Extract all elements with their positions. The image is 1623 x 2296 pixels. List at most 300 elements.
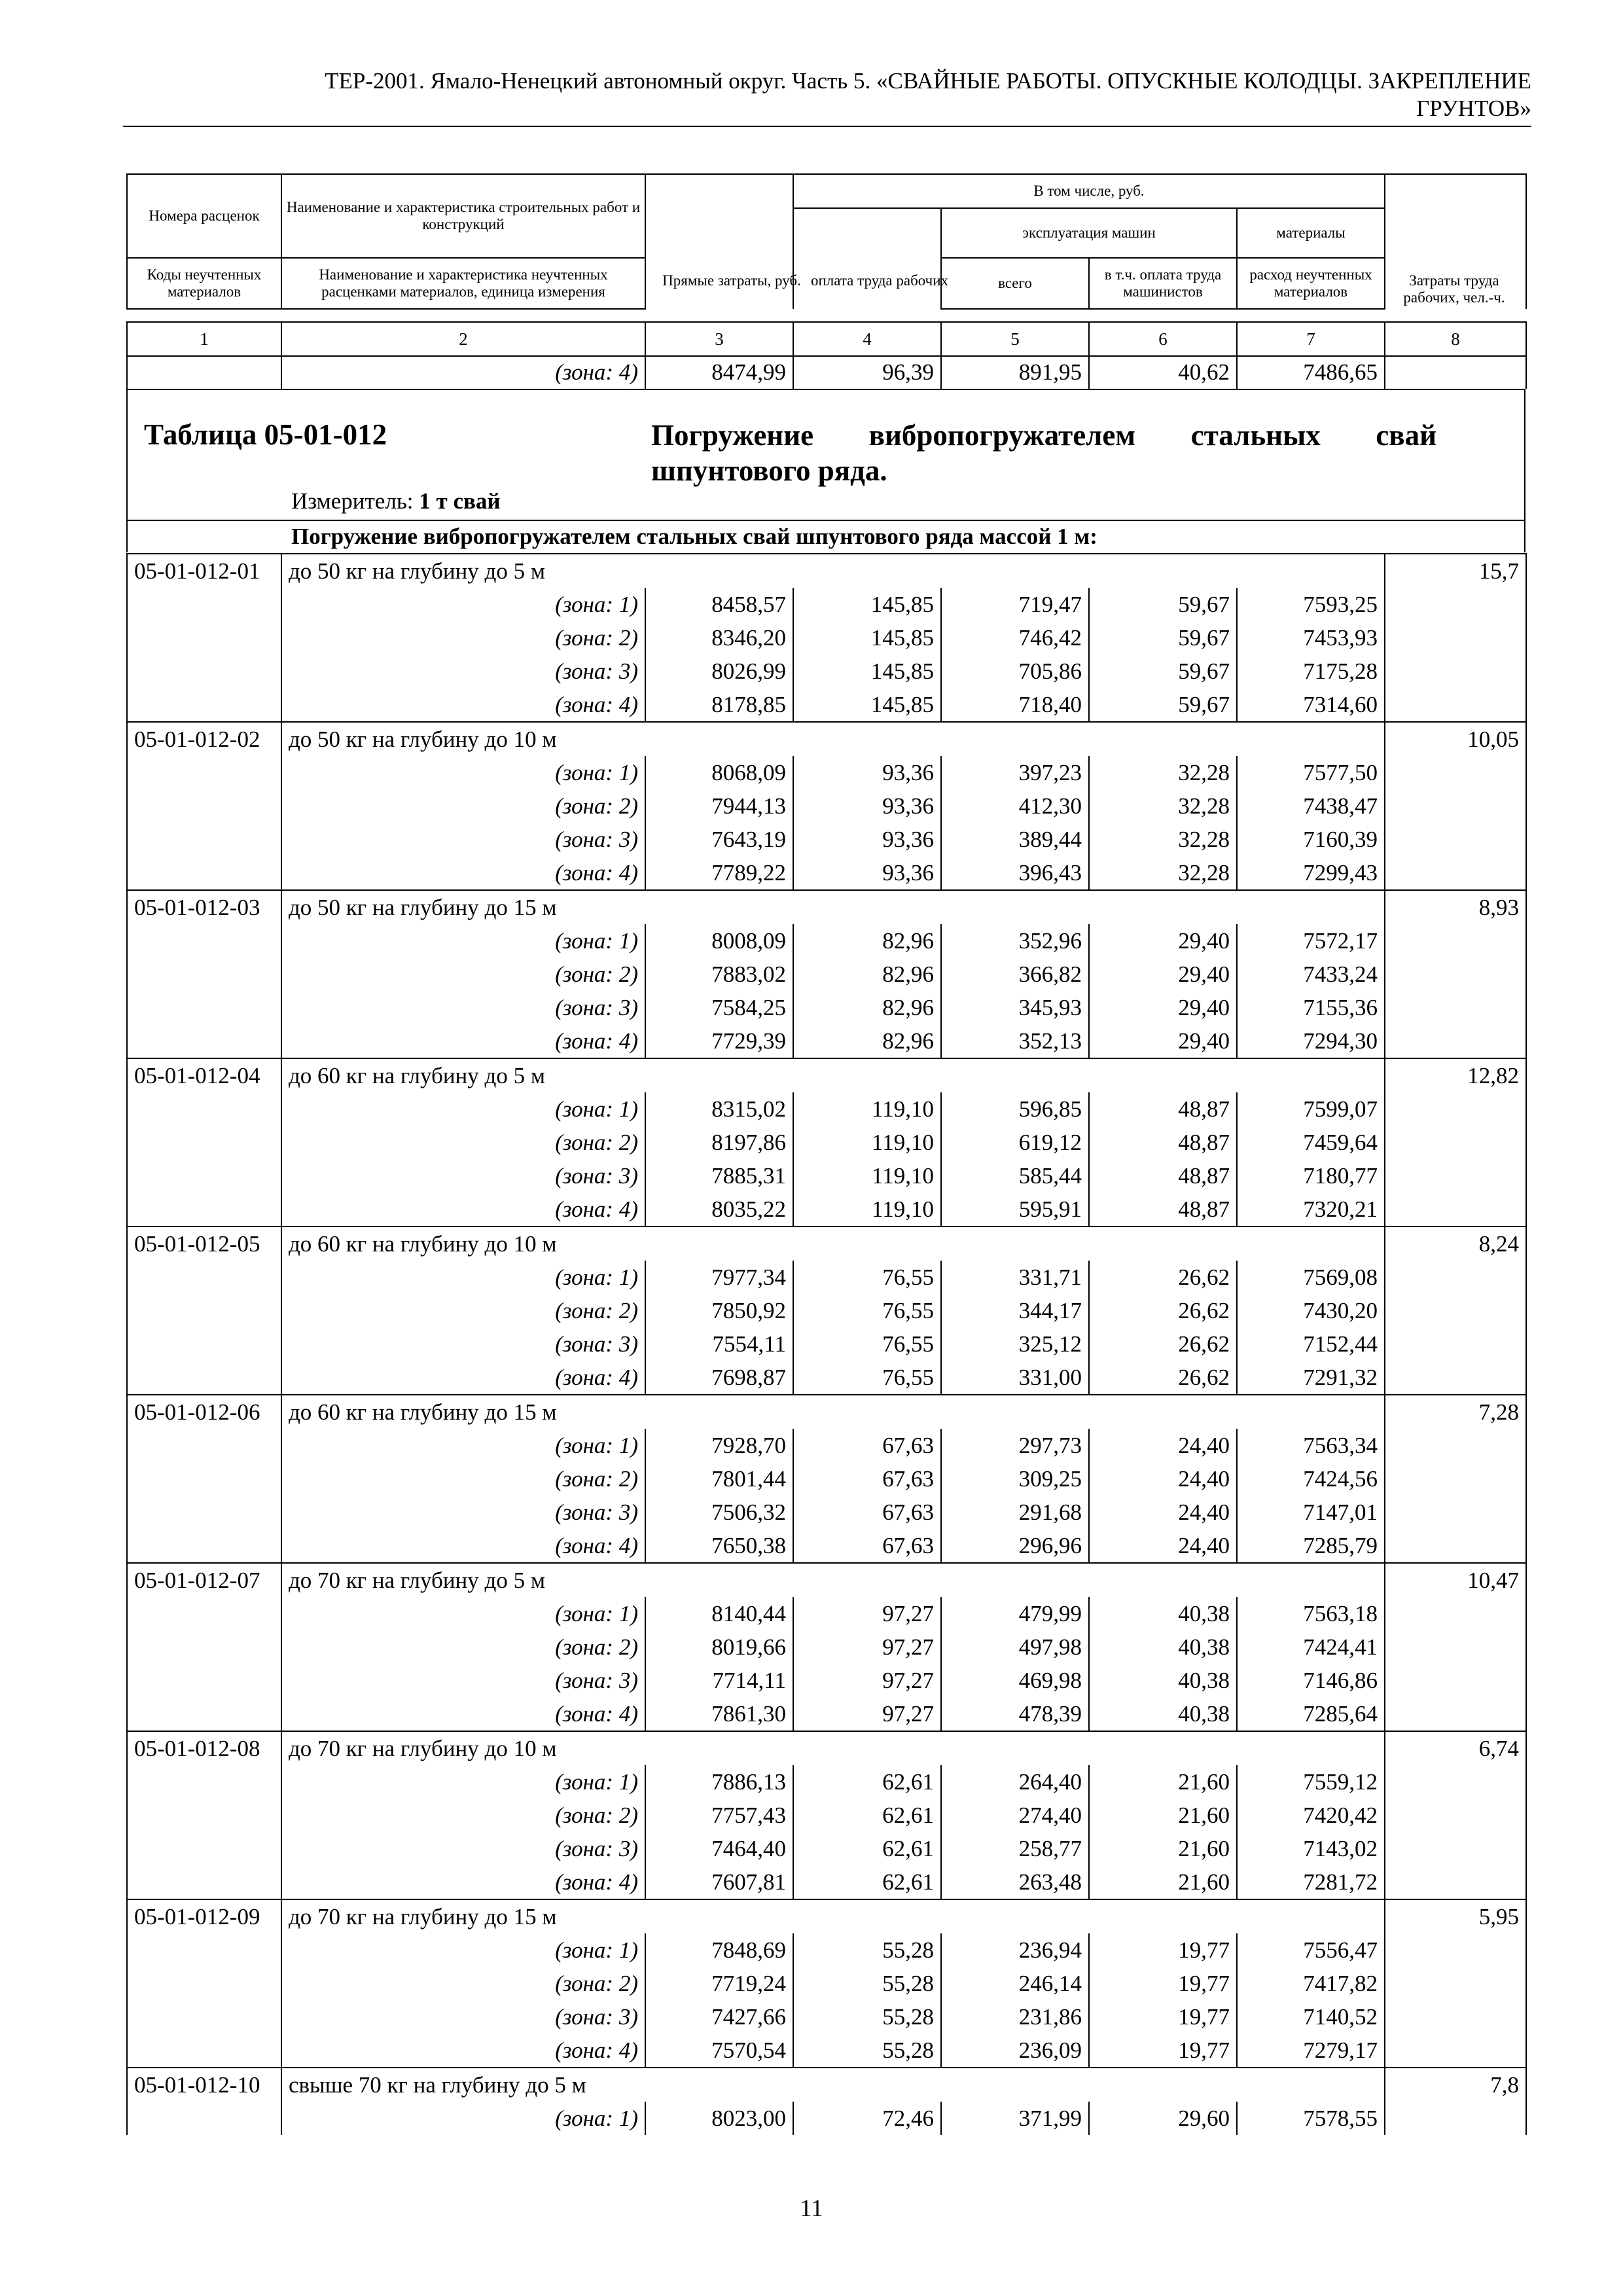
cell-operator-pay: 24,40 bbox=[1089, 1496, 1237, 1529]
zone-label: (зона: 1) bbox=[281, 1597, 645, 1630]
cell-labor bbox=[1385, 688, 1526, 722]
cell-direct-cost: 8023,00 bbox=[645, 2102, 793, 2135]
cell-materials: 7559,12 bbox=[1237, 1765, 1385, 1799]
zone-label: (зона: 2) bbox=[281, 1462, 645, 1496]
cell-machines-total: 619,12 bbox=[941, 1126, 1089, 1159]
col-2-head: Наименование и характеристика строительных работ и конструкций bbox=[281, 174, 645, 258]
rate-labor: 8,24 bbox=[1385, 1227, 1526, 1261]
cell-materials: 7299,43 bbox=[1237, 856, 1385, 890]
cell-labor bbox=[1385, 588, 1526, 621]
cell-labor bbox=[1385, 1799, 1526, 1832]
rate-labor: 12,82 bbox=[1385, 1058, 1526, 1092]
zone-row bbox=[127, 1193, 1526, 1227]
rate-group-header bbox=[127, 1731, 1526, 1765]
cell-worker-pay: 55,28 bbox=[793, 1967, 941, 2000]
cell-materials: 7453,93 bbox=[1237, 621, 1385, 655]
running-header bbox=[196, 67, 1531, 122]
rate-group-header bbox=[127, 722, 1526, 756]
cell-machines-total: 264,40 bbox=[941, 1765, 1089, 1799]
cell-materials: 7420,42 bbox=[1237, 1799, 1385, 1832]
zone-label: (зона: 1) bbox=[281, 1261, 645, 1294]
zone-row bbox=[127, 688, 1526, 722]
cell-direct-cost: 8008,09 bbox=[645, 924, 793, 958]
zone-row bbox=[127, 1664, 1526, 1697]
rate-labor: 7,8 bbox=[1385, 2068, 1526, 2102]
cell-worker-pay: 76,55 bbox=[793, 1261, 941, 1294]
rate-group-header bbox=[127, 1227, 1526, 1261]
zone-row bbox=[127, 1865, 1526, 1899]
zone-row bbox=[127, 1261, 1526, 1294]
col-4-head: оплата труда рабочих bbox=[810, 272, 949, 289]
zone-label: (зона: 3) bbox=[281, 1496, 645, 1529]
cell-machines-total: 344,17 bbox=[941, 1294, 1089, 1327]
cell-direct-cost: 7584,25 bbox=[645, 991, 793, 1024]
cell-operator-pay: 48,87 bbox=[1089, 1092, 1237, 1126]
rate-name: до 60 кг на глубину до 15 м bbox=[281, 1395, 1385, 1429]
col-1-subhead: Коды неучтенных материалов bbox=[127, 258, 281, 309]
cell-machines-total: 718,40 bbox=[941, 688, 1089, 722]
cell-labor bbox=[1385, 1967, 1526, 2000]
cell-worker-pay: 76,55 bbox=[793, 1294, 941, 1327]
cell-materials: 7424,41 bbox=[1237, 1630, 1385, 1664]
cell-labor bbox=[1385, 1024, 1526, 1058]
cell-direct-cost: 7850,92 bbox=[645, 1294, 793, 1327]
cell-labor bbox=[1385, 1664, 1526, 1697]
zone-label: (зона: 4) bbox=[281, 1361, 645, 1395]
cell-machines-total: 331,00 bbox=[941, 1361, 1089, 1395]
zone-row bbox=[127, 1765, 1526, 1799]
cell-worker-pay: 67,63 bbox=[793, 1529, 941, 1563]
cell-operator-pay: 19,77 bbox=[1089, 2034, 1237, 2068]
cell-worker-pay: 67,63 bbox=[793, 1496, 941, 1529]
rate-code: 05-01-012-05 bbox=[127, 1227, 281, 1261]
rate-labor: 8,93 bbox=[1385, 890, 1526, 924]
cell-labor bbox=[1385, 2034, 1526, 2068]
cell-direct-cost: 7714,11 bbox=[645, 1664, 793, 1697]
cell-labor bbox=[1385, 1630, 1526, 1664]
zone-label: (зона: 2) bbox=[281, 1799, 645, 1832]
measure-label: Измеритель: bbox=[291, 488, 414, 514]
zone-row bbox=[127, 1597, 1526, 1630]
cell-operator-pay: 24,40 bbox=[1089, 1429, 1237, 1462]
cell-materials: 7285,79 bbox=[1237, 1529, 1385, 1563]
cell-machines-total: 236,94 bbox=[941, 1933, 1089, 1967]
cell-machines-total: 412,30 bbox=[941, 789, 1089, 823]
rate-code: 05-01-012-07 bbox=[127, 1563, 281, 1597]
cell-operator-pay: 29,40 bbox=[1089, 924, 1237, 958]
zone-row bbox=[127, 1327, 1526, 1361]
cell-operator-pay: 29,40 bbox=[1089, 958, 1237, 991]
cell-materials: 7578,55 bbox=[1237, 2102, 1385, 2135]
zone-label: (зона: 2) bbox=[281, 621, 645, 655]
zone-row bbox=[127, 1697, 1526, 1731]
cell-materials: 7572,17 bbox=[1237, 924, 1385, 958]
cell-labor bbox=[1385, 1429, 1526, 1462]
cell-operator-pay: 48,87 bbox=[1089, 1126, 1237, 1159]
cell-worker-pay: 93,36 bbox=[793, 856, 941, 890]
rate-code: 05-01-012-08 bbox=[127, 1731, 281, 1765]
cell-direct-cost: 7719,24 bbox=[645, 1967, 793, 2000]
cell-machines-total: 366,82 bbox=[941, 958, 1089, 991]
zone-label: (зона: 1) bbox=[281, 1429, 645, 1462]
zone-label: (зона: 2) bbox=[281, 958, 645, 991]
table-subheading bbox=[126, 520, 1525, 552]
cell-direct-cost: 7944,13 bbox=[645, 789, 793, 823]
cell-operator-pay: 26,62 bbox=[1089, 1327, 1237, 1361]
col-6-head: в т.ч. оплата труда машинистов bbox=[1089, 258, 1237, 309]
zone-label: (зона: 1) bbox=[281, 2102, 645, 2135]
rates-table bbox=[126, 553, 1527, 2135]
cell-operator-pay: 40,38 bbox=[1089, 1697, 1237, 1731]
cell-worker-pay: 119,10 bbox=[793, 1193, 941, 1227]
colnum-2: 2 bbox=[281, 322, 645, 356]
zone-row bbox=[127, 789, 1526, 823]
header-line-2: ГРУНТОВ» bbox=[1416, 96, 1531, 121]
cell-labor bbox=[1385, 1832, 1526, 1865]
rate-labor: 10,05 bbox=[1385, 722, 1526, 756]
zone-row bbox=[127, 621, 1526, 655]
rate-group-header bbox=[127, 1563, 1526, 1597]
cell-materials: 7294,30 bbox=[1237, 1024, 1385, 1058]
cell-operator-pay: 26,62 bbox=[1089, 1361, 1237, 1395]
colnum-7: 7 bbox=[1237, 322, 1385, 356]
cell-operator-pay: 29,60 bbox=[1089, 2102, 1237, 2135]
cell-labor bbox=[1385, 1092, 1526, 1126]
cell-operator-pay: 19,77 bbox=[1089, 1933, 1237, 1967]
zone-row bbox=[127, 823, 1526, 856]
cell-worker-pay: 76,55 bbox=[793, 1361, 941, 1395]
cell-labor bbox=[1385, 1294, 1526, 1327]
cell-direct-cost: 7427,66 bbox=[645, 2000, 793, 2034]
cell-machines-total: 352,13 bbox=[941, 1024, 1089, 1058]
cell-machines-total: 263,48 bbox=[941, 1865, 1089, 1899]
column-number-row bbox=[126, 321, 1527, 357]
materials-head: материалы bbox=[1237, 208, 1385, 258]
cell-materials: 7279,17 bbox=[1237, 2034, 1385, 2068]
cell-direct-cost: 7729,39 bbox=[645, 1024, 793, 1058]
cell-worker-pay: 145,85 bbox=[793, 621, 941, 655]
cell-labor bbox=[1385, 1327, 1526, 1361]
header-rule bbox=[123, 126, 1531, 127]
subheading-text: Погружение вибропогружателем стальных свай шпунтового ряда массой 1 м: bbox=[291, 524, 1097, 549]
rate-labor: 10,47 bbox=[1385, 1563, 1526, 1597]
cell-labor bbox=[1385, 856, 1526, 890]
cell-worker-pay: 82,96 bbox=[793, 991, 941, 1024]
zone-row bbox=[127, 1126, 1526, 1159]
cell-machines-total: 479,99 bbox=[941, 1597, 1089, 1630]
rate-labor: 7,28 bbox=[1385, 1395, 1526, 1429]
cell-materials: 7152,44 bbox=[1237, 1327, 1385, 1361]
cell-direct-cost: 7506,32 bbox=[645, 1496, 793, 1529]
zone-row bbox=[127, 2102, 1526, 2135]
cell-machines-total: 325,12 bbox=[941, 1327, 1089, 1361]
cell-operator-pay: 59,67 bbox=[1089, 655, 1237, 688]
cell-materials: 7430,20 bbox=[1237, 1294, 1385, 1327]
rate-group-header bbox=[127, 1899, 1526, 1933]
cell-machines-total: 258,77 bbox=[941, 1832, 1089, 1865]
cell-direct-cost: 8178,85 bbox=[645, 688, 793, 722]
cell-materials: 7577,50 bbox=[1237, 756, 1385, 789]
cell-labor bbox=[1385, 2000, 1526, 2034]
cell-labor bbox=[1385, 355, 1526, 389]
col-2-subhead: Наименование и характеристика неучтенных расценками материалов, единица измерения bbox=[281, 258, 645, 309]
cell-machines-total: 309,25 bbox=[941, 1462, 1089, 1496]
cell-machines-total: 371,99 bbox=[941, 2102, 1089, 2135]
cell-worker-pay: 97,27 bbox=[793, 1597, 941, 1630]
cell-materials: 7424,56 bbox=[1237, 1462, 1385, 1496]
rate-labor: 15,7 bbox=[1385, 554, 1526, 588]
cell-worker-pay: 97,27 bbox=[793, 1697, 941, 1731]
zone-label: (зона: 3) bbox=[281, 655, 645, 688]
cell-materials: 7175,28 bbox=[1237, 655, 1385, 688]
cell-materials: 7486,65 bbox=[1237, 355, 1385, 389]
cell-operator-pay: 40,38 bbox=[1089, 1630, 1237, 1664]
cell-machines-total: 469,98 bbox=[941, 1664, 1089, 1697]
cell-labor bbox=[1385, 789, 1526, 823]
rate-name: до 60 кг на глубину до 5 м bbox=[281, 1058, 1385, 1092]
cell-direct-cost: 8458,57 bbox=[645, 588, 793, 621]
zone-label: (зона: 1) bbox=[281, 1092, 645, 1126]
cell-materials: 7320,21 bbox=[1237, 1193, 1385, 1227]
cell-operator-pay: 24,40 bbox=[1089, 1462, 1237, 1496]
cell-machines-total: 274,40 bbox=[941, 1799, 1089, 1832]
cell-machines-total: 585,44 bbox=[941, 1159, 1089, 1193]
cell-direct-cost: 8140,44 bbox=[645, 1597, 793, 1630]
cell-operator-pay: 21,60 bbox=[1089, 1865, 1237, 1899]
cell-materials: 7459,64 bbox=[1237, 1126, 1385, 1159]
col-5-head: всего bbox=[941, 258, 1089, 309]
zone-row bbox=[127, 1159, 1526, 1193]
zone-row bbox=[127, 958, 1526, 991]
zone-label: (зона: 3) bbox=[281, 1327, 645, 1361]
zone-row bbox=[127, 655, 1526, 688]
cell-direct-cost: 8197,86 bbox=[645, 1126, 793, 1159]
cell-worker-pay: 119,10 bbox=[793, 1126, 941, 1159]
cell-worker-pay: 119,10 bbox=[793, 1159, 941, 1193]
cell-operator-pay: 32,28 bbox=[1089, 856, 1237, 890]
cell-materials: 7563,34 bbox=[1237, 1429, 1385, 1462]
zone-label: (зона: 1) bbox=[281, 756, 645, 789]
zone-row bbox=[127, 1799, 1526, 1832]
rate-name: до 70 кг на глубину до 15 м bbox=[281, 1899, 1385, 1933]
rate-group-header bbox=[127, 2068, 1526, 2102]
zone-label: (зона: 2) bbox=[281, 1126, 645, 1159]
colnum-5: 5 bbox=[941, 322, 1089, 356]
cell-materials: 7147,01 bbox=[1237, 1496, 1385, 1529]
zone-label: (зона: 2) bbox=[281, 1630, 645, 1664]
zone-label: (зона: 1) bbox=[281, 588, 645, 621]
cell-labor bbox=[1385, 958, 1526, 991]
cell-operator-pay: 19,77 bbox=[1089, 2000, 1237, 2034]
cell-direct-cost: 7885,31 bbox=[645, 1159, 793, 1193]
cell-labor bbox=[1385, 1126, 1526, 1159]
cell-materials: 7417,82 bbox=[1237, 1967, 1385, 2000]
zone-row bbox=[127, 1361, 1526, 1395]
cell-machines-total: 478,39 bbox=[941, 1697, 1089, 1731]
cell-labor bbox=[1385, 1261, 1526, 1294]
cell-worker-pay: 82,96 bbox=[793, 958, 941, 991]
col-7-head: расход неучтенных материалов bbox=[1237, 258, 1385, 309]
rate-name: до 70 кг на глубину до 5 м bbox=[281, 1563, 1385, 1597]
cell-labor bbox=[1385, 1597, 1526, 1630]
cell-direct-cost: 7801,44 bbox=[645, 1462, 793, 1496]
cell-machines-total: 389,44 bbox=[941, 823, 1089, 856]
cell-worker-pay: 93,36 bbox=[793, 823, 941, 856]
zone-label: (зона: 2) bbox=[281, 1967, 645, 2000]
zone-label: (зона: 1) bbox=[281, 1765, 645, 1799]
cell-direct-cost: 8315,02 bbox=[645, 1092, 793, 1126]
cell-labor bbox=[1385, 1462, 1526, 1496]
cell-direct-cost: 7650,38 bbox=[645, 1529, 793, 1563]
rate-code: 05-01-012-02 bbox=[127, 722, 281, 756]
cell-materials: 7285,64 bbox=[1237, 1697, 1385, 1731]
cell-worker-pay: 119,10 bbox=[793, 1092, 941, 1126]
cell-materials: 7155,36 bbox=[1237, 991, 1385, 1024]
cell-labor bbox=[1385, 1933, 1526, 1967]
cell-machines-total: 596,85 bbox=[941, 1092, 1089, 1126]
cell-materials: 7160,39 bbox=[1237, 823, 1385, 856]
rate-name: до 50 кг на глубину до 5 м bbox=[281, 554, 1385, 588]
cell-materials: 7180,77 bbox=[1237, 1159, 1385, 1193]
cell-direct-cost: 7886,13 bbox=[645, 1765, 793, 1799]
cell-direct-cost: 8019,66 bbox=[645, 1630, 793, 1664]
cell-materials: 7569,08 bbox=[1237, 1261, 1385, 1294]
cell-materials: 7433,24 bbox=[1237, 958, 1385, 991]
cell-materials: 7563,18 bbox=[1237, 1597, 1385, 1630]
zone-label: (зона: 3) bbox=[281, 823, 645, 856]
cell-labor bbox=[1385, 991, 1526, 1024]
rate-code: 05-01-012-04 bbox=[127, 1058, 281, 1092]
cell-worker-pay: 62,61 bbox=[793, 1799, 941, 1832]
zone-row bbox=[127, 991, 1526, 1024]
cell-direct-cost: 7570,54 bbox=[645, 2034, 793, 2068]
cell-direct-cost: 7848,69 bbox=[645, 1933, 793, 1967]
cell-worker-pay: 62,61 bbox=[793, 1765, 941, 1799]
cell-machines-total: 705,86 bbox=[941, 655, 1089, 688]
cell-machines-total: 497,98 bbox=[941, 1630, 1089, 1664]
cell-operator-pay: 48,87 bbox=[1089, 1159, 1237, 1193]
cell-machines-total: 246,14 bbox=[941, 1967, 1089, 2000]
col-8-head: Затраты труда рабочих, чел.-ч. bbox=[1403, 272, 1505, 306]
cell-direct-cost: 7607,81 bbox=[645, 1865, 793, 1899]
cell-labor bbox=[1385, 756, 1526, 789]
zone-label: (зона: 4) bbox=[281, 355, 645, 389]
rate-group-header bbox=[127, 554, 1526, 588]
rate-name: до 50 кг на глубину до 10 м bbox=[281, 722, 1385, 756]
zone-row bbox=[127, 588, 1526, 621]
cell-worker-pay: 97,27 bbox=[793, 1664, 941, 1697]
cell-machines-total: 231,86 bbox=[941, 2000, 1089, 2034]
zone-label: (зона: 4) bbox=[281, 856, 645, 890]
cell-labor bbox=[1385, 1529, 1526, 1563]
zone-label: (зона: 4) bbox=[281, 1193, 645, 1227]
cell-operator-pay: 21,60 bbox=[1089, 1832, 1237, 1865]
table-number: Таблица 05-01-012 bbox=[144, 418, 387, 451]
rate-code: 05-01-012-10 bbox=[127, 2068, 281, 2102]
cell-direct-cost: 7977,34 bbox=[645, 1261, 793, 1294]
cell-worker-pay: 145,85 bbox=[793, 588, 941, 621]
measure-value: 1 т свай bbox=[419, 488, 501, 514]
cell-direct-cost: 7698,87 bbox=[645, 1361, 793, 1395]
cell-worker-pay: 67,63 bbox=[793, 1462, 941, 1496]
cell-operator-pay: 59,67 bbox=[1089, 688, 1237, 722]
cell-worker-pay: 82,96 bbox=[793, 1024, 941, 1058]
cell-worker-pay: 93,36 bbox=[793, 789, 941, 823]
cell-machines-total: 595,91 bbox=[941, 1193, 1089, 1227]
zone-label: (зона: 4) bbox=[281, 688, 645, 722]
zone-row bbox=[127, 2000, 1526, 2034]
cell-machines-total: 297,73 bbox=[941, 1429, 1089, 1462]
cell-worker-pay: 93,36 bbox=[793, 756, 941, 789]
carry-over-row bbox=[127, 355, 1526, 389]
zone-row bbox=[127, 1024, 1526, 1058]
zone-label: (зона: 4) bbox=[281, 1529, 645, 1563]
rate-code: 05-01-012-03 bbox=[127, 890, 281, 924]
zone-row bbox=[127, 856, 1526, 890]
cell-operator-pay: 59,67 bbox=[1089, 621, 1237, 655]
cell-worker-pay: 96,39 bbox=[793, 355, 941, 389]
cell-machines-total: 236,09 bbox=[941, 2034, 1089, 2068]
cell-direct-cost: 8035,22 bbox=[645, 1193, 793, 1227]
cell-machines-total: 291,68 bbox=[941, 1496, 1089, 1529]
cell-operator-pay: 21,60 bbox=[1089, 1799, 1237, 1832]
cell-materials: 7556,47 bbox=[1237, 1933, 1385, 1967]
table-title: Погружение вибропогружателем стальных свай шпунтового ряда. bbox=[651, 419, 1436, 487]
zone-row bbox=[127, 1630, 1526, 1664]
col-4-head-top bbox=[793, 208, 941, 309]
cell-machines-total: 352,96 bbox=[941, 924, 1089, 958]
cell-worker-pay: 145,85 bbox=[793, 688, 941, 722]
cell-direct-cost: 8068,09 bbox=[645, 756, 793, 789]
zone-row bbox=[127, 1967, 1526, 2000]
cell-operator-pay: 32,28 bbox=[1089, 823, 1237, 856]
rate-labor: 5,95 bbox=[1385, 1899, 1526, 1933]
colnum-4: 4 bbox=[793, 322, 941, 356]
cell-materials: 7314,60 bbox=[1237, 688, 1385, 722]
zone-label: (зона: 3) bbox=[281, 1832, 645, 1865]
zone-label: (зона: 3) bbox=[281, 991, 645, 1024]
cell-direct-cost: 7861,30 bbox=[645, 1697, 793, 1731]
cell-worker-pay: 145,85 bbox=[793, 655, 941, 688]
cell-direct-cost: 8474,99 bbox=[645, 355, 793, 389]
zone-row bbox=[127, 1933, 1526, 1967]
rate-code: 05-01-012-09 bbox=[127, 1899, 281, 1933]
cell-worker-pay: 67,63 bbox=[793, 1429, 941, 1462]
cell-labor bbox=[1385, 621, 1526, 655]
cell-direct-cost: 8026,99 bbox=[645, 655, 793, 688]
cell-machines-total: 397,23 bbox=[941, 756, 1089, 789]
cell-operator-pay: 40,38 bbox=[1089, 1597, 1237, 1630]
zone-label: (зона: 4) bbox=[281, 2034, 645, 2068]
cell-operator-pay: 32,28 bbox=[1089, 756, 1237, 789]
cell-materials: 7438,47 bbox=[1237, 789, 1385, 823]
zone-row bbox=[127, 2034, 1526, 2068]
cell-operator-pay: 48,87 bbox=[1089, 1193, 1237, 1227]
cell-labor bbox=[1385, 1765, 1526, 1799]
zone-label: (зона: 2) bbox=[281, 789, 645, 823]
zone-label: (зона: 3) bbox=[281, 1159, 645, 1193]
rate-group-header bbox=[127, 1058, 1526, 1092]
cell-worker-pay: 72,46 bbox=[793, 2102, 941, 2135]
incl-head: В том числе, руб. bbox=[793, 174, 1385, 208]
cell-materials: 7146,86 bbox=[1237, 1664, 1385, 1697]
cell-operator-pay: 40,62 bbox=[1089, 355, 1237, 389]
zone-row bbox=[127, 756, 1526, 789]
cell-direct-cost: 7464,40 bbox=[645, 1832, 793, 1865]
cell-operator-pay: 26,62 bbox=[1089, 1294, 1237, 1327]
cell-worker-pay: 62,61 bbox=[793, 1832, 941, 1865]
rate-name: до 60 кг на глубину до 10 м bbox=[281, 1227, 1385, 1261]
